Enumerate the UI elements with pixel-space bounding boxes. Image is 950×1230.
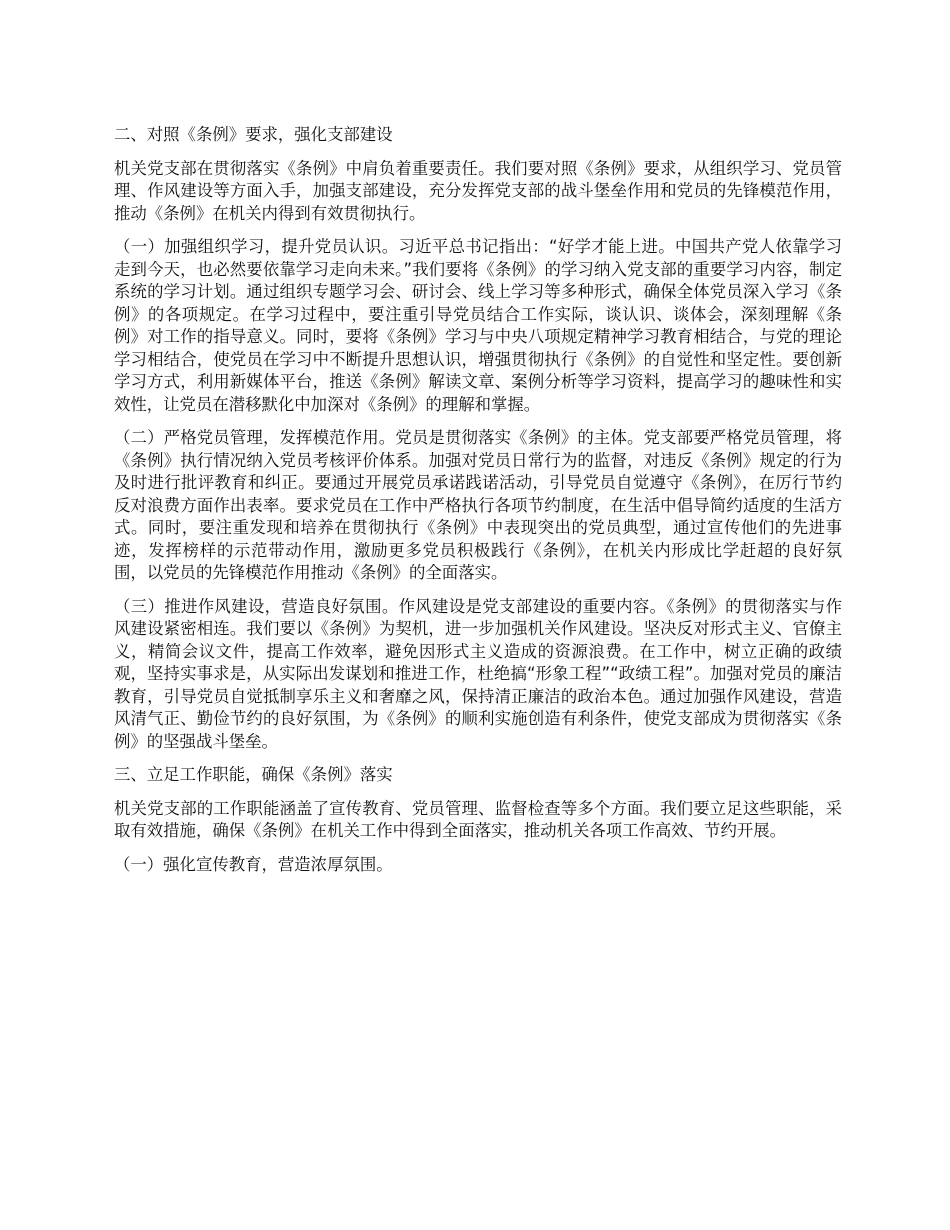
paragraph-item-one: （一）加强组织学习，提升党员认识。习近平总书记指出：“好学才能上进。中国共产党人依靠学习走到今天，也必然要依靠学习走向未来。”我们要将《条例》的学习纳入党支部的重要学习内容，制定系统的学习计划。通过组织专题学习会、研讨会、线上学习等多种形式，确保全体党员深入学习《条例》的各项规定。在学习过程中，要注重引导党员结合工作实际，谈认识、谈体会，深刻理解《条例》对工作的指导意义。同时，要将《条例》学习与中央八项规定精神学习教育相结合，与党的理论学习相结合，使党员在学习中不断提升思想认识，增强贯彻执行《条例》的自觉性和坚定性。要创新学习方式，利用新媒体平台，推送《条例》解读文章、案例分析等学习资料，提高学习的趣味性和实效性，让党员在潜移默化中加深对《条例》的理解和掌握。: [114, 237, 842, 414]
paragraph-item-three: （三）推进作风建设，营造良好氛围。作风建设是党支部建设的重要内容。《条例》的贯彻落实与作风建设紧密相连。我们要以《条例》为契机，进一步加强机关作风建设。坚决反对形式主义、官僚主义，精简会议文件，提高工作效率，避免因形式主义造成的资源浪费。在工作中，树立正确的政绩观，坚持实事求是，从实际出发谋划和推进工作，杜绝搞“形象工程”“政绩工程”。加强对党员的廉洁教育，引导党员自觉抵制享乐主义和奢靡之风，保持清正廉洁的政治本色。通过加强作风建设，营造风清气正、勤俭节约的良好氛围，为《条例》的顺利实施创造有利条件，使党支部成为贯彻落实《条例》的坚强战斗堡垒。: [114, 596, 842, 751]
document-page: [114, 124, 842, 887]
paragraph-section-three-intro: 机关党支部的工作职能涵盖了宣传教育、党员管理、监督检查等多个方面。我们要立足这些职能，采取有效措施，确保《条例》在机关工作中得到全面落实，推动机关各项工作高效、节约开展。: [114, 798, 842, 840]
paragraph-section-two-intro: 机关党支部在贯彻落实《条例》中肩负着重要责任。我们要对照《条例》要求，从组织学习、党员管理、作风建设等方面入手，加强支部建设，充分发挥党支部的战斗堡垒作用和党员的先锋模范作用，推动《条例》在机关内得到有效贯彻执行。: [114, 158, 842, 223]
paragraph-item-four: （一）强化宣传教育，营造浓厚氛围。: [114, 854, 393, 874]
section-heading-two: 二、对照《条例》要求，强化支部建设: [114, 125, 393, 144]
paragraph-item-two: （二）严格党员管理，发挥模范作用。党员是贯彻落实《条例》的主体。党支部要严格党员管理，将《条例》执行情况纳入党员考核评价体系。加强对党员日常行为的监督，对违反《条例》规定的行为及时进行批评教育和纠正。要通过开展党员承诺践诺活动，引导党员自觉遵守《条例》，在厉行节约反对浪费方面作出表率。要求党员在工作中严格执行各项节约制度，在生活中倡导简约适度的生活方式。同时，要注重发现和培养在贯彻执行《条例》中表现突出的党员典型，通过宣传他们的先进事迹，发挥榜样的示范带动作用，激励更多党员积极践行《条例》，在机关内形成比学赶超的良好氛围，以党员的先锋模范作用推动《条例》的全面落实。: [114, 428, 842, 582]
section-heading-three: 三、立足工作职能，确保《条例》落实: [114, 765, 393, 784]
